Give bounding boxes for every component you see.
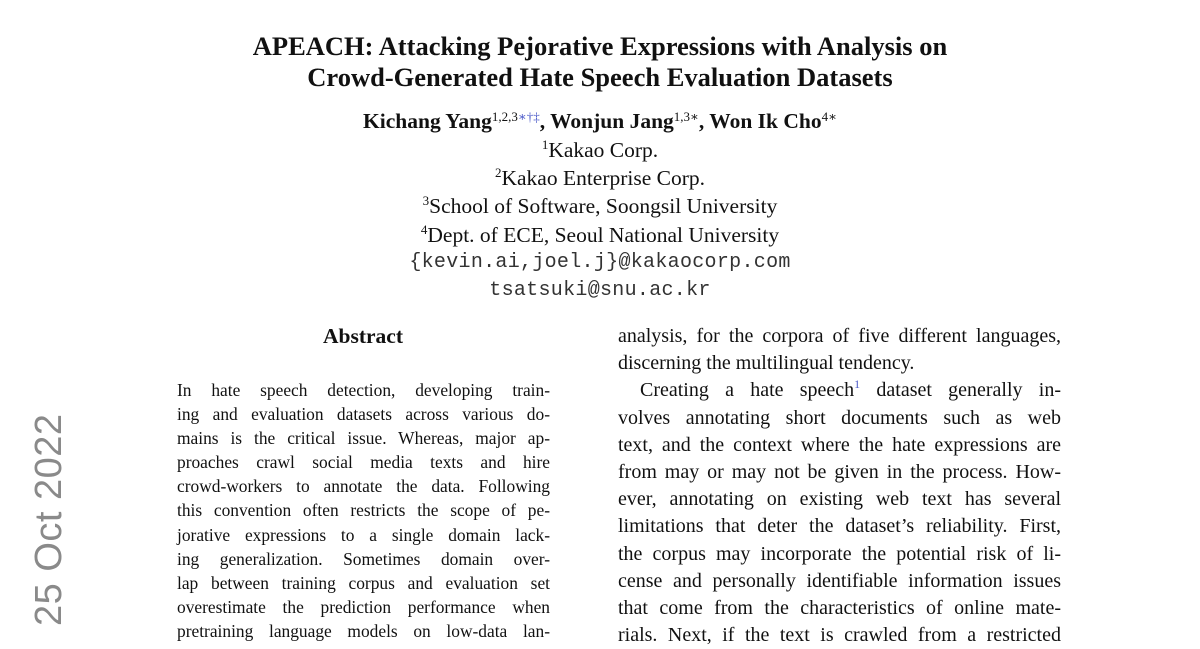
body-line: the corpus may incorporate the potential risk of li- [618,542,1061,565]
abstract-line: jorative expressions to a single domain lack- [177,524,550,545]
body-line: ever, annotating on existing web text has several [618,488,1061,511]
body-text-column [618,323,1061,649]
abstract-heading: Abstract [322,324,403,348]
abstract-text [177,378,550,643]
abstract-line: this convention often restricts the scope of pe- [177,500,550,521]
abstract-line: In hate speech detection, developing train- [177,380,550,400]
author-list: Kichang Yang$^{1,2,3∗\dagger\ddagger}$, Wonjun Jang$^{1,3∗}$, Won Ik Cho$^{4∗}$ [363,109,837,133]
paper-title-line-1: APEACH: Attacking Pejorative Expressions with Analysis on [252,31,948,61]
abstract-line: crowd-workers to annotate the data. Following [177,476,550,497]
email-line: tsatsuki@snu.ac.kr [489,279,711,303]
affiliation-block [100,136,1100,305]
abstract-line: pretraining language models on low-data lan- [177,620,550,641]
body-line: Creating a hate speech$^1$ dataset generally in- [640,377,1061,402]
paper-title-line-2: Crowd-Generated Hate Speech Evaluation Datasets [307,62,893,92]
author-name: Kichang Yang [363,109,492,133]
abstract-line: overestimate the prediction performance when [177,596,550,617]
body-line: discerning the multilingual tendency. [618,352,915,375]
affiliation-line: $^3$School of Software, Soongsil University [422,193,778,219]
body-line: analysis, for the corpora of five different languages, [618,325,1061,347]
abstract-line: proaches crawl social media texts and hire [177,452,550,473]
footnote-ref[interactable]: 1 [854,377,861,392]
abstract-line: ing and evaluation datasets across various do- [177,404,550,425]
paper-title [100,31,1100,93]
author-name: Wonjun Jang [550,109,674,133]
email-line: {kevin.ai,joel.j}@kakaocorp.com [409,250,791,274]
body-line: that come from the characteristics of online mate- [618,597,1061,620]
affiliation-line: $^4$Dept. of ECE, Seoul National University [420,221,780,247]
body-line: from may or may not be given in the process. How- [618,461,1061,484]
body-line: limitations that deter the dataset’s reliability. First, [618,515,1061,538]
body-line: text, and the context where the hate expressions are [618,433,1061,456]
author-affil-sup: 1,2,3∗†‡ [491,109,540,124]
author-name: Won Ik Cho [709,109,822,133]
abstract-line: ing generalization. Sometimes domain over- [177,548,550,569]
abstract-line: mains is the critical issue. Whereas, major ap- [177,428,550,449]
abstract-line: lap between training corpus and evaluation set [177,572,550,593]
author-affil-sup: 1,3∗ [673,109,699,124]
arxiv-date-stamp: 25 Oct 2022 [28,413,70,626]
body-line: rials. Next, if the text is crawled from a restricted [618,624,1061,647]
affiliation-line: $^1$Kakao Corp. [541,137,659,162]
body-line: volves annotating short documents such as web [618,406,1061,429]
author-affil-sup: 4∗ [821,109,837,124]
affiliation-line: $^2$Kakao Enterprise Corp. [494,165,706,191]
body-line: cense and personally identifiable information issues [618,569,1061,592]
author-footnote-mark[interactable]: ∗†‡ [517,109,540,124]
